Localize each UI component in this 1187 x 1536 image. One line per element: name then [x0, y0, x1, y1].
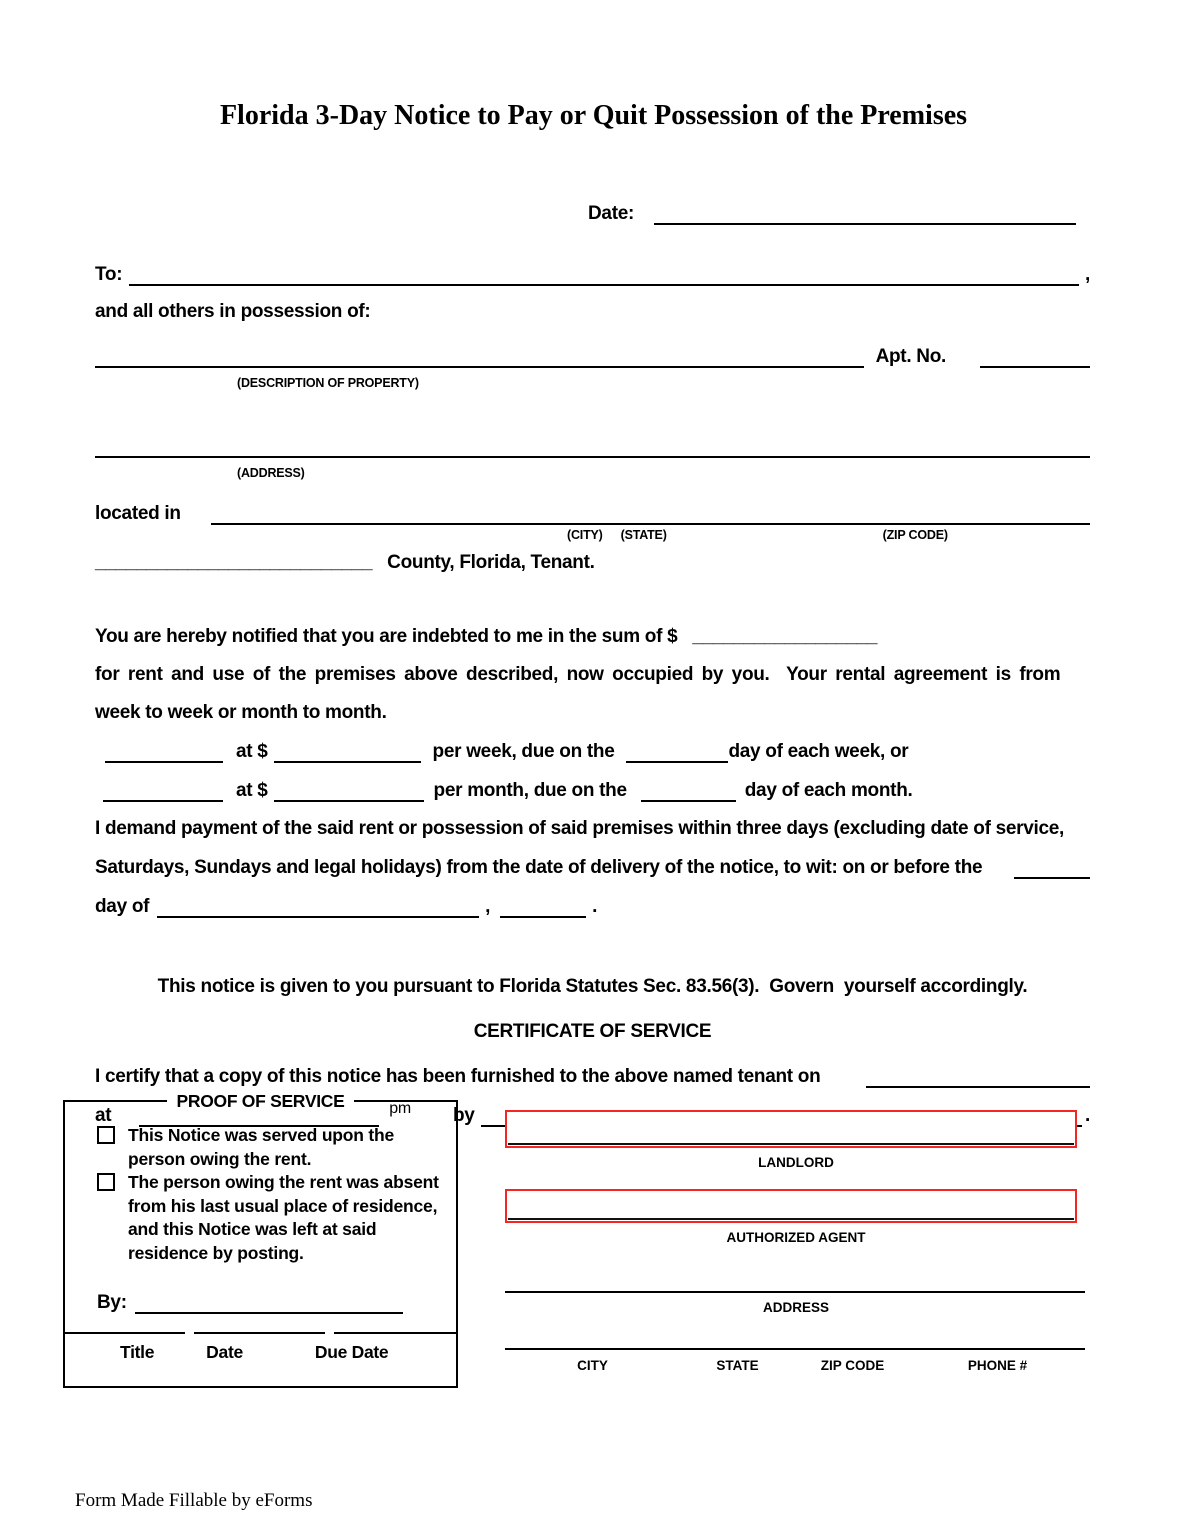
- to-row: [95, 263, 1090, 286]
- agent-signature-field[interactable]: [505, 1189, 1077, 1223]
- title-column-label: Title: [120, 1342, 155, 1362]
- landlord-label: LANDLORD: [758, 1155, 834, 1170]
- certify-row: I certify that a copy of this notice has been furnished to the above named tenant on: [95, 1065, 1090, 1088]
- service-option-1: [97, 1124, 442, 1171]
- due-date-field[interactable]: [334, 1332, 456, 1334]
- day-of-row: day of , .: [95, 896, 598, 917]
- day-of-month-field[interactable]: [157, 895, 479, 918]
- before-day-field[interactable]: [1014, 856, 1090, 879]
- week-dueday-field[interactable]: [626, 740, 728, 763]
- zip-caption: (ZIP CODE): [882, 528, 948, 542]
- address-row: [95, 435, 1090, 458]
- sum-field[interactable]: __________________: [692, 626, 878, 647]
- pm-label: pm: [389, 1100, 411, 1117]
- date-label: Date:: [588, 203, 635, 224]
- county-field[interactable]: ___________________________: [95, 552, 373, 573]
- city-caption: (CITY): [567, 528, 603, 542]
- notified-line: You are hereby notified that you are indebted to me in the sum of $ __________________: [95, 626, 878, 647]
- page-title: Florida 3-Day Notice to Pay or Quit Possession of the Premises: [219, 100, 968, 131]
- bottom-section: [63, 1091, 1087, 1388]
- week-amount-field[interactable]: [274, 740, 421, 763]
- description-caption: (DESCRIPTION OF PROPERTY): [237, 376, 419, 390]
- day-of-label: day of: [95, 896, 150, 917]
- proof-of-service-box: [63, 1091, 458, 1388]
- tenant-name-field[interactable]: [129, 263, 1079, 286]
- property-description-field[interactable]: [95, 345, 864, 368]
- by-label: by: [452, 1105, 475, 1126]
- date-row: [95, 202, 1090, 225]
- certificate-title: CERTIFICATE OF SERVICE: [473, 1021, 712, 1042]
- service-option-2: [97, 1171, 442, 1265]
- rent-line-1: for rent and use of the premises above described, now occupied by you. Your rental agreement is from: [95, 664, 1061, 685]
- served-in-person-checkbox[interactable]: [97, 1126, 115, 1144]
- possession-text: and all others in possession of:: [95, 301, 371, 322]
- demand-line-1: I demand payment of the said rent or possession of said premises within three days (excluding date of service,: [95, 818, 1064, 839]
- proof-by-row: [97, 1292, 442, 1314]
- eforms-footer: Form Made Fillable by eForms: [75, 1490, 313, 1511]
- date-served-field[interactable]: [194, 1332, 325, 1334]
- to-label: To:: [95, 264, 123, 285]
- agent-signature-line: [508, 1218, 1074, 1220]
- state-label: STATE: [716, 1358, 759, 1373]
- zip-code-label: ZIP CODE: [820, 1358, 885, 1373]
- proof-footer: [65, 1332, 456, 1386]
- landlord-signature-field[interactable]: [505, 1110, 1077, 1148]
- statute-notice: This notice is given to you pursuant to Florida Statutes Sec. 83.56(3). Govern yourself accordingly.: [157, 976, 1028, 997]
- landlord-signature-line: [508, 1143, 1074, 1145]
- city-state-zip-phone-labels: [505, 1358, 1087, 1373]
- address-caption: (ADDRESS): [237, 466, 305, 480]
- service-option-2-label: The person owing the rent was absent from his last usual place of residence, and this Notice was left at said residence by posting.: [128, 1172, 439, 1263]
- furnished-date-field[interactable]: [866, 1065, 1090, 1088]
- month-amount-field[interactable]: [274, 779, 424, 802]
- date-field[interactable]: [654, 202, 1076, 225]
- title-field[interactable]: [65, 1332, 185, 1334]
- due-date-column-label: Due Date: [314, 1342, 389, 1362]
- posted-at-residence-checkbox[interactable]: [97, 1173, 115, 1191]
- landlord-address-field[interactable]: [505, 1291, 1085, 1293]
- day-of-year-field[interactable]: [500, 895, 586, 918]
- at-label: at: [95, 1105, 112, 1126]
- property-description-row: [95, 345, 1090, 368]
- date-column-label: Date: [206, 1342, 243, 1362]
- per-month-row: at $ per month, due on the day of each month.: [95, 779, 1090, 802]
- city-state-zip-phone-field[interactable]: [505, 1348, 1085, 1350]
- proof-of-service-legend: PROOF OF SERVICE: [65, 1091, 456, 1113]
- month-blank-field[interactable]: [103, 779, 223, 802]
- city-state-zip-captions: [95, 528, 1090, 542]
- week-blank-field[interactable]: [105, 740, 223, 763]
- service-option-1-label: This Notice was served upon the person owing the rent.: [128, 1125, 395, 1169]
- at-by-row: at pm by .: [95, 1100, 1090, 1126]
- month-dueday-field[interactable]: [641, 779, 736, 802]
- located-in-row: [95, 493, 1090, 525]
- rent-line-2: week to week or month to month.: [95, 702, 387, 723]
- address-field[interactable]: [95, 435, 1090, 458]
- city-state-zip-field[interactable]: [211, 493, 1090, 525]
- address-label: ADDRESS: [762, 1300, 829, 1315]
- county-text: County, Florida, Tenant.: [387, 552, 595, 573]
- phone-label: PHONE #: [967, 1358, 1028, 1373]
- demand-line-2: Saturdays, Sundays and legal holidays) from the date of delivery of the notice, to wit: on or before the: [95, 856, 1090, 879]
- located-in-label: located in: [95, 503, 181, 524]
- proof-by-field[interactable]: [135, 1292, 403, 1314]
- authorized-agent-label: AUTHORIZED AGENT: [726, 1230, 866, 1245]
- state-caption: (STATE): [620, 528, 667, 542]
- apt-no-label: Apt. No.: [875, 346, 946, 367]
- signature-column: [505, 1100, 1087, 1388]
- per-week-row: at $ per week, due on the day of each week, or: [95, 740, 1090, 763]
- proof-by-label: By:: [97, 1292, 127, 1313]
- to-comma: ,: [1085, 264, 1090, 285]
- city-label: CITY: [577, 1358, 608, 1373]
- apt-no-field[interactable]: [980, 345, 1090, 368]
- county-row: [95, 552, 1090, 574]
